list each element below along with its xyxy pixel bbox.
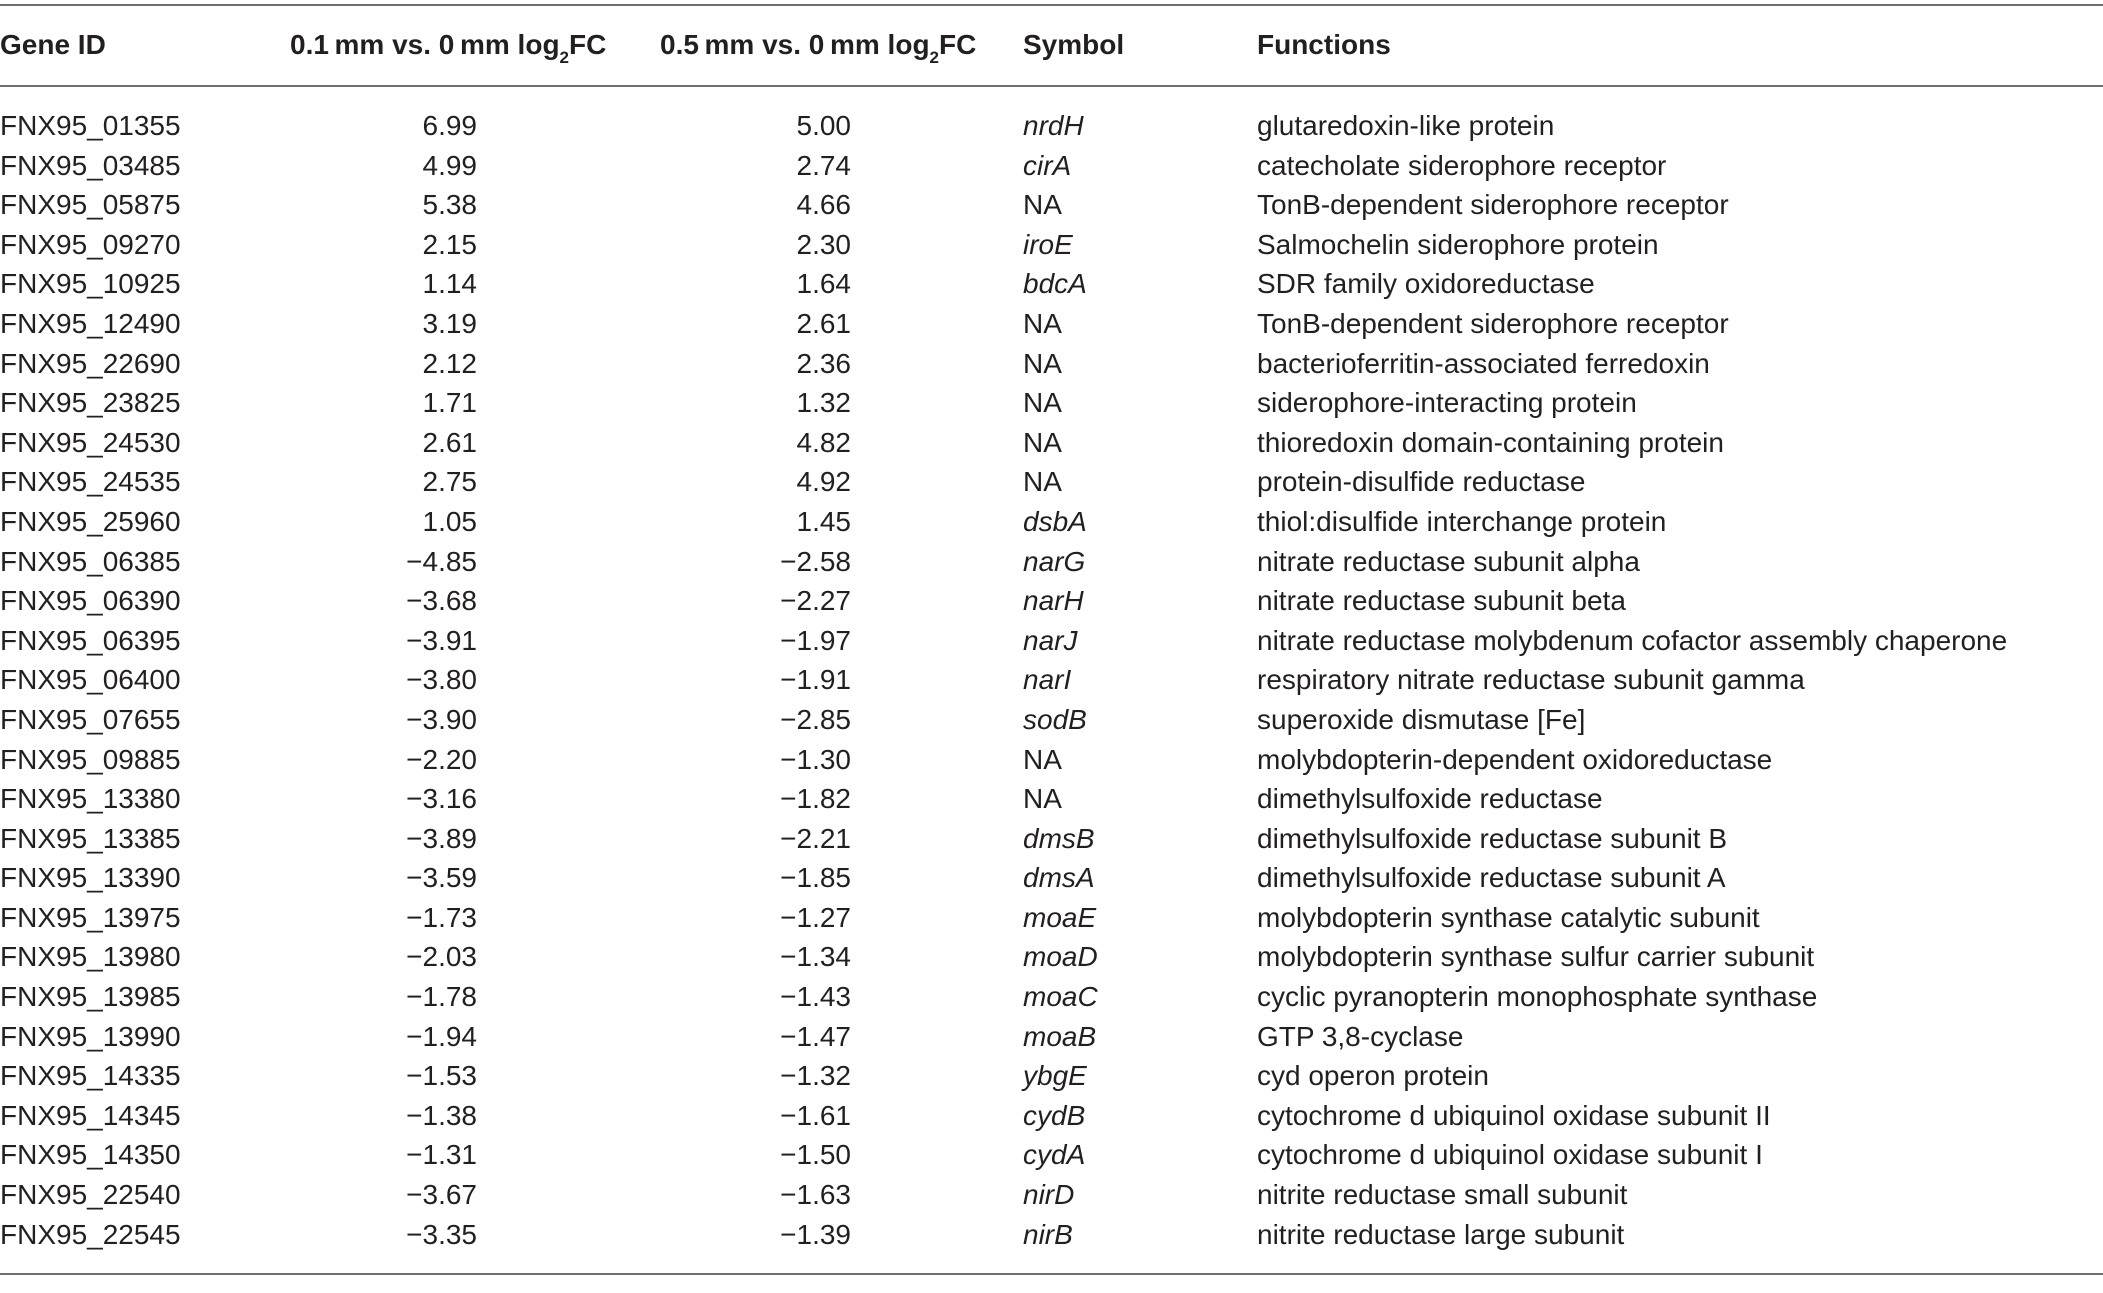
log2fc-0-1mm-cell: −2.03 xyxy=(406,941,477,973)
log2fc-0-1mm-cell: −1.31 xyxy=(406,1139,477,1171)
gene-id-cell: FNX95_13390 xyxy=(0,862,181,894)
symbol-cell: moaC xyxy=(1023,981,1098,1013)
header-gene-id: Gene ID xyxy=(0,29,106,60)
table-row xyxy=(0,937,2103,977)
gene-id-cell: FNX95_12490 xyxy=(0,307,181,339)
header-functions: Functions xyxy=(1257,29,1391,60)
function-cell: glutaredoxin-like protein xyxy=(1257,110,1555,141)
function-cell: molybdopterin-dependent oxidoreductase xyxy=(1257,743,1773,775)
log2fc-0-1mm-cell: 1.14 xyxy=(422,268,477,300)
log2fc-0-5mm-cell: −2.58 xyxy=(780,545,851,577)
table-row xyxy=(0,740,2103,780)
symbol-cell: dmsA xyxy=(1023,862,1095,894)
table-row xyxy=(0,581,2103,621)
log2fc-0-1mm-cell: −3.67 xyxy=(406,1179,477,1211)
table-bottom-rule xyxy=(0,1273,2103,1275)
function-cell: thioredoxin domain-containing protein xyxy=(1257,426,1724,458)
gene-id-cell: FNX95_14335 xyxy=(0,1060,181,1092)
table-row xyxy=(0,225,2103,265)
table-row xyxy=(0,423,2103,463)
table-row xyxy=(0,700,2103,740)
function-cell: dimethylsulfoxide reductase xyxy=(1257,783,1603,815)
log2fc-0-5mm-cell: −1.61 xyxy=(780,1099,851,1131)
function-cell: TonB-dependent siderophore receptor xyxy=(1257,307,1729,339)
function-cell: siderophore-interacting protein xyxy=(1257,387,1637,419)
log2fc-0-1mm-cell: 2.61 xyxy=(422,426,477,458)
symbol-cell: NA xyxy=(1023,743,1062,775)
table-header-row xyxy=(0,4,2103,85)
function-cell: catecholate siderophore receptor xyxy=(1257,149,1667,181)
symbol-cell: cydA xyxy=(1023,1139,1086,1171)
gene-id-cell: FNX95_25960 xyxy=(0,505,181,537)
log2fc-0-5mm-cell: −1.27 xyxy=(780,901,851,933)
header-col-0-1mm-suffix: FC xyxy=(569,29,607,60)
function-cell: dimethylsulfoxide reductase subunit B xyxy=(1257,822,1728,854)
function-cell: SDR family oxidoreductase xyxy=(1257,268,1595,300)
function-cell: cyd operon protein xyxy=(1257,1060,1489,1092)
gene-id-cell: FNX95_13990 xyxy=(0,1020,181,1052)
symbol-cell: narG xyxy=(1023,545,1086,577)
log2fc-0-1mm-cell: −1.73 xyxy=(406,901,477,933)
function-cell: dimethylsulfoxide reductase subunit A xyxy=(1257,862,1726,894)
gene-id-cell: FNX95_01355 xyxy=(0,110,181,141)
log2fc-0-5mm-cell: −1.91 xyxy=(780,664,851,696)
table-row xyxy=(0,1096,2103,1136)
function-cell: nitrate reductase subunit alpha xyxy=(1257,545,1640,577)
log2fc-0-1mm-cell: −1.53 xyxy=(406,1060,477,1092)
symbol-cell: dsbA xyxy=(1023,505,1087,537)
function-cell: molybdopterin synthase sulfur carrier subunit xyxy=(1257,941,1815,973)
function-cell: nitrite reductase large subunit xyxy=(1257,1218,1625,1250)
function-cell: cytochrome d ubiquinol oxidase subunit I xyxy=(1257,1139,1763,1171)
symbol-cell: NA xyxy=(1023,783,1062,815)
symbol-cell: iroE xyxy=(1023,228,1073,260)
log2fc-0-1mm-cell: −1.78 xyxy=(406,981,477,1013)
table-row xyxy=(0,779,2103,819)
symbol-cell: narJ xyxy=(1023,624,1078,656)
symbol-cell: NA xyxy=(1023,387,1062,419)
gene-id-cell: FNX95_05875 xyxy=(0,189,181,221)
symbol-cell: narI xyxy=(1023,664,1072,696)
gene-id-cell: FNX95_14345 xyxy=(0,1099,181,1131)
log2fc-0-5mm-cell: 2.61 xyxy=(796,307,851,339)
gene-id-cell: FNX95_23825 xyxy=(0,387,181,419)
header-col-0-5mm-suffix: FC xyxy=(939,29,977,60)
log2fc-0-5mm-cell: −1.63 xyxy=(780,1179,851,1211)
header-col-0-5mm xyxy=(660,27,977,67)
table-row xyxy=(0,264,2103,304)
symbol-cell: nirD xyxy=(1023,1179,1075,1211)
symbol-cell: NA xyxy=(1023,426,1062,458)
log2fc-0-1mm-cell: −3.68 xyxy=(406,585,477,617)
gene-id-cell: FNX95_13975 xyxy=(0,901,181,933)
header-col-0-1mm-sub: 2 xyxy=(559,47,570,67)
table-row xyxy=(0,819,2103,859)
log2fc-0-5mm-cell: 1.45 xyxy=(796,505,851,537)
symbol-cell: bdcA xyxy=(1023,268,1087,300)
log2fc-0-5mm-cell: −1.97 xyxy=(780,624,851,656)
symbol-cell: NA xyxy=(1023,347,1062,379)
table-row xyxy=(0,977,2103,1017)
log2fc-0-5mm-cell: 2.74 xyxy=(796,149,851,181)
gene-id-cell: FNX95_24530 xyxy=(0,426,181,458)
gene-id-cell: FNX95_13385 xyxy=(0,822,181,854)
log2fc-0-1mm-cell: −3.80 xyxy=(406,664,477,696)
gene-id-cell: FNX95_13985 xyxy=(0,981,181,1013)
table-body xyxy=(0,106,2103,1254)
header-symbol: Symbol xyxy=(1023,29,1125,60)
log2fc-0-5mm-cell: 2.36 xyxy=(796,347,851,379)
log2fc-0-5mm-cell: 5.00 xyxy=(796,110,851,141)
log2fc-0-5mm-cell: 4.66 xyxy=(796,189,851,221)
table-row xyxy=(0,1056,2103,1096)
gene-id-cell: FNX95_06385 xyxy=(0,545,181,577)
log2fc-0-5mm-cell: −1.32 xyxy=(780,1060,851,1092)
gene-id-cell: FNX95_09885 xyxy=(0,743,181,775)
gene-id-cell: FNX95_14350 xyxy=(0,1139,181,1171)
table-row xyxy=(0,462,2103,502)
log2fc-0-1mm-cell: −3.91 xyxy=(406,624,477,656)
table-row xyxy=(0,542,2103,582)
log2fc-0-5mm-cell: −2.21 xyxy=(780,822,851,854)
log2fc-0-5mm-cell: 1.64 xyxy=(796,268,851,300)
log2fc-0-1mm-cell: −3.16 xyxy=(406,783,477,815)
symbol-cell: dmsB xyxy=(1023,822,1095,854)
header-col-0-5mm-prefix: 0.5 mm vs. 0 mm log xyxy=(660,29,930,60)
log2fc-0-5mm-cell: −1.47 xyxy=(780,1020,851,1052)
header-col-0-5mm-sub: 2 xyxy=(929,47,940,67)
table-row xyxy=(0,1135,2103,1175)
function-cell: Salmochelin siderophore protein xyxy=(1257,228,1659,260)
log2fc-0-5mm-cell: −1.30 xyxy=(780,743,851,775)
log2fc-0-5mm-cell: −1.34 xyxy=(780,941,851,973)
log2fc-0-1mm-cell: −2.20 xyxy=(406,743,477,775)
log2fc-0-1mm-cell: 2.15 xyxy=(422,228,477,260)
function-cell: nitrate reductase molybdenum cofactor assembly chaperone xyxy=(1257,624,2008,656)
table-row xyxy=(0,660,2103,700)
log2fc-0-5mm-cell: 4.92 xyxy=(796,466,851,498)
table-row xyxy=(0,1017,2103,1057)
function-cell: nitrite reductase small subunit xyxy=(1257,1179,1628,1211)
log2fc-0-1mm-cell: 6.99 xyxy=(422,110,477,141)
table-row xyxy=(0,383,2103,423)
symbol-cell: moaB xyxy=(1023,1020,1097,1052)
log2fc-0-1mm-cell: −3.89 xyxy=(406,822,477,854)
gene-id-cell: FNX95_03485 xyxy=(0,149,181,181)
header-col-0-1mm-prefix: 0.1 mm vs. 0 mm log xyxy=(290,29,560,60)
function-cell: bacterioferritin-associated ferredoxin xyxy=(1257,347,1710,379)
log2fc-0-1mm-cell: 3.19 xyxy=(422,307,477,339)
gene-id-cell: FNX95_22540 xyxy=(0,1179,181,1211)
table-row xyxy=(0,1215,2103,1255)
table-row xyxy=(0,1175,2103,1215)
log2fc-0-1mm-cell: 1.05 xyxy=(422,505,477,537)
log2fc-0-5mm-cell: −2.27 xyxy=(780,585,851,617)
function-cell: cytochrome d ubiquinol oxidase subunit II xyxy=(1257,1099,1771,1131)
log2fc-0-1mm-cell: 2.12 xyxy=(422,347,477,379)
log2fc-0-1mm-cell: −4.85 xyxy=(406,545,477,577)
gene-id-cell: FNX95_06400 xyxy=(0,664,181,696)
log2fc-0-1mm-cell: 4.99 xyxy=(422,149,477,181)
function-cell: cyclic pyranopterin monophosphate synthase xyxy=(1257,981,1818,1013)
function-cell: protein-disulfide reductase xyxy=(1257,466,1586,498)
table-row xyxy=(0,898,2103,938)
log2fc-0-5mm-cell: −2.85 xyxy=(780,703,851,735)
header-col-0-1mm xyxy=(290,27,607,67)
gene-id-cell: FNX95_24535 xyxy=(0,466,181,498)
symbol-cell: cydB xyxy=(1023,1099,1086,1131)
symbol-cell: nrdH xyxy=(1023,110,1084,141)
log2fc-0-1mm-cell: 2.75 xyxy=(422,466,477,498)
log2fc-0-5mm-cell: 1.32 xyxy=(796,387,851,419)
function-cell: respiratory nitrate reductase subunit gamma xyxy=(1257,664,1805,696)
log2fc-0-1mm-cell: −3.90 xyxy=(406,703,477,735)
table-row xyxy=(0,502,2103,542)
table-row xyxy=(0,146,2103,186)
gene-id-cell: FNX95_06390 xyxy=(0,585,181,617)
gene-id-cell: FNX95_09270 xyxy=(0,228,181,260)
log2fc-0-5mm-cell: −1.43 xyxy=(780,981,851,1013)
table-row xyxy=(0,106,2103,146)
gene-id-cell: FNX95_13980 xyxy=(0,941,181,973)
log2fc-0-1mm-cell: −3.35 xyxy=(406,1218,477,1250)
gene-id-cell: FNX95_06395 xyxy=(0,624,181,656)
table-header-rule xyxy=(0,85,2103,87)
symbol-cell: narH xyxy=(1023,585,1084,617)
gene-id-cell: FNX95_13380 xyxy=(0,783,181,815)
symbol-cell: NA xyxy=(1023,189,1062,221)
symbol-cell: NA xyxy=(1023,307,1062,339)
log2fc-0-5mm-cell: 2.30 xyxy=(796,228,851,260)
function-cell: thiol:disulfide interchange protein xyxy=(1257,505,1667,537)
symbol-cell: cirA xyxy=(1023,149,1072,181)
log2fc-0-1mm-cell: −3.59 xyxy=(406,862,477,894)
symbol-cell: nirB xyxy=(1023,1218,1073,1250)
log2fc-0-5mm-cell: −1.85 xyxy=(780,862,851,894)
table-row xyxy=(0,621,2103,661)
function-cell: molybdopterin synthase catalytic subunit xyxy=(1257,901,1760,933)
log2fc-0-1mm-cell: −1.38 xyxy=(406,1099,477,1131)
log2fc-0-5mm-cell: −1.50 xyxy=(780,1139,851,1171)
log2fc-0-1mm-cell: 1.71 xyxy=(422,387,477,419)
log2fc-0-5mm-cell: 4.82 xyxy=(796,426,851,458)
gene-id-cell: FNX95_07655 xyxy=(0,703,181,735)
gene-id-cell: FNX95_22545 xyxy=(0,1218,181,1250)
table-row xyxy=(0,858,2103,898)
function-cell: nitrate reductase subunit beta xyxy=(1257,585,1626,617)
symbol-cell: moaD xyxy=(1023,941,1098,973)
symbol-cell: sodB xyxy=(1023,703,1087,735)
table-row xyxy=(0,185,2103,225)
gene-id-cell: FNX95_10925 xyxy=(0,268,181,300)
table-row xyxy=(0,304,2103,344)
log2fc-0-1mm-cell: 5.38 xyxy=(422,189,477,221)
log2fc-0-1mm-cell: −1.94 xyxy=(406,1020,477,1052)
log2fc-0-5mm-cell: −1.39 xyxy=(780,1218,851,1250)
symbol-cell: ybgE xyxy=(1023,1060,1087,1092)
function-cell: TonB-dependent siderophore receptor xyxy=(1257,189,1729,221)
function-cell: GTP 3,8-cyclase xyxy=(1257,1020,1464,1052)
gene-id-cell: FNX95_22690 xyxy=(0,347,181,379)
table-row xyxy=(0,344,2103,384)
function-cell: superoxide dismutase [Fe] xyxy=(1257,703,1586,735)
log2fc-0-5mm-cell: −1.82 xyxy=(780,783,851,815)
symbol-cell: moaE xyxy=(1023,901,1097,933)
symbol-cell: NA xyxy=(1023,466,1062,498)
